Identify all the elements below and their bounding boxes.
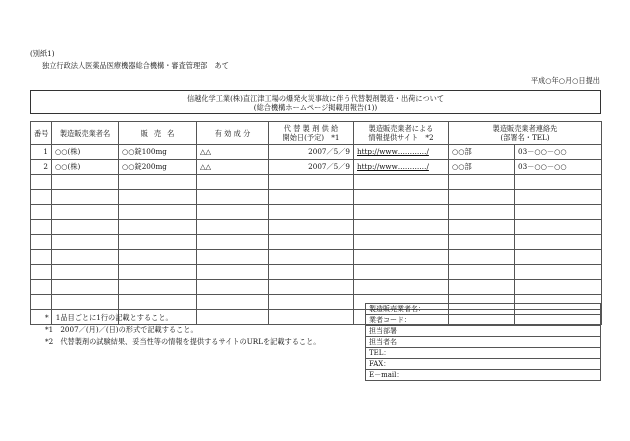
table-row [31,145,602,160]
report-table [30,121,602,325]
header-product-part: 販 [140,128,154,138]
report-title: 信越化学工業(株)直江津工場の爆発火災事故に伴う代替製剤製造・出荷について [186,94,445,103]
header-contact [449,122,602,145]
report-title-box [30,90,601,114]
contact-department: 担当部署 [366,326,601,337]
header-start-date-line: 開始日(予定) *1 [282,133,340,142]
report-subtitle: (総合機構ホームページ掲載用報告(1)) [253,103,378,112]
table-row-empty [31,235,602,250]
contact-company-code: 業者コード： [366,315,601,326]
header-contact-line: (部署名・TEL) [500,133,550,142]
header-ingredient: 有 効 成 分 [197,122,269,145]
table-row-empty [31,250,602,265]
note-one-row: * 1品目ごとに1行の記載とすること。 [45,313,173,322]
table-row-empty [31,280,602,295]
row-tel: 03－○○－○○ [515,160,602,175]
header-product [119,122,197,145]
header-company: 製造販売業者名 [52,122,119,145]
row-info-site-link[interactable]: http://www…………/ [354,145,449,160]
row-dept: ○○部 [449,145,515,160]
header-contact-line: 製造販売業者連絡先 [492,124,558,133]
table-row [31,160,602,175]
header-start-date [269,122,354,145]
row-ingredient: △△ [197,145,269,160]
table-row-empty [31,190,602,205]
contact-fax: FAX： [366,359,601,370]
note-date-format: *1 2007／(月)／(日)の形式で記載すること。 [45,325,198,334]
row-start-date: 2007／5／9 [269,145,354,160]
contact-tel: TEL： [366,348,601,359]
row-tel: 03－○○－○○ [515,145,602,160]
table-row-empty [31,205,602,220]
header-product-part: 売 [153,128,168,138]
table-row-empty [31,220,602,235]
table-row-empty [31,175,602,190]
contact-email: E－mail： [366,370,601,381]
row-ingredient: △△ [197,160,269,175]
submit-date: 平成○年○月○日提出 [530,76,600,85]
row-product: ○○錠100mg [119,145,197,160]
row-no: 2 [31,160,52,175]
table-row-empty [31,265,602,280]
header-info-site-line: 情報提供サイト *2 [368,133,434,142]
row-start-date: 2007／5／9 [269,160,354,175]
header-start-date-line: 代 替 製 剤 供 給 [283,124,339,133]
row-dept: ○○部 [449,160,515,175]
note-info-site: *2 代替製剤の試験結果、妥当性等の情報を提供するサイトのURLを記載すること。 [45,337,321,346]
contact-info-table [365,303,601,381]
contact-person: 担当者名 [366,337,601,348]
row-product: ○○錠200mg [119,160,197,175]
row-info-site-link[interactable]: http://www…………/ [354,160,449,175]
header-no: 番号 [31,122,52,145]
row-no: 1 [31,145,52,160]
row-company: ○○(株) [52,145,119,160]
header-info-site-line: 製造販売業者による [368,124,434,133]
row-company: ○○(株) [52,160,119,175]
header-info-site [354,122,449,145]
recipient: 独立行政法人医薬品医療機器総合機構・審査管理部 あて [42,61,229,70]
header-product-part: 名 [167,128,175,138]
attachment-label: (別紙1) [30,49,55,58]
contact-company-name: 製造販売業者名： [366,304,601,315]
table-header-row [31,122,602,145]
